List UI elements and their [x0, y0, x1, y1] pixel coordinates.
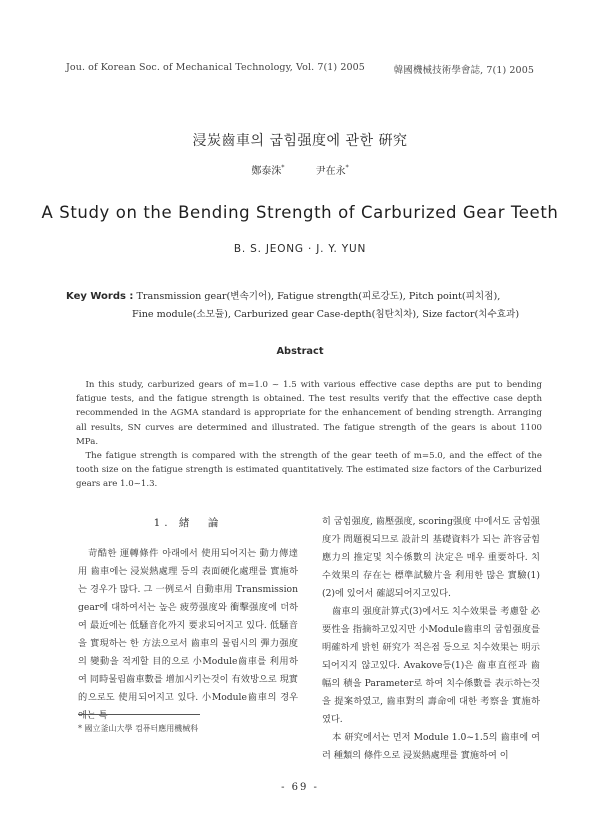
author-1: 鄭泰洙* — [251, 164, 285, 177]
abstract-body — [76, 378, 542, 492]
korean-authors — [0, 162, 600, 177]
english-title: A Study on the Bending Strength of Carburized Gear Teeth — [41, 203, 559, 222]
intro-paragraph-1: 苛酷한 運轉條件 아래에서 使用되어지는 動力傳達用 齒車에는 浸炭熱處理 등의 表面硬化處理를 實施하는 경우가 많다. 그 一例로서 自動車用 Transmission gear에 대하여서는 높은 疲勞强度와 衝擊强度에 더하여 最近에는 低騷音化까지 要求되어지고 있다. 低騷音을 實現하는 한 方法으로서 齒車의 물림시의 彈力强度의 變動을 적게할 目的으로 小Module齒車를 利用하여 同時물림齒車數를 增加시키는것이 有效방으로 現實的으로도 使用되어지고 있다. 小Module齒車의 경우에는 특 — [78, 548, 298, 721]
keywords-line-1 — [66, 288, 546, 306]
right-column — [322, 513, 540, 765]
affiliation-footnote: * 國立釜山大學 컴퓨터應用機械科 — [78, 724, 199, 733]
author-2: 尹在永* — [315, 164, 349, 177]
intro-paragraph-2: 히 굽힘强度, 齒壓强度, scoring强度 中에서도 굽힘强度가 問題視되므로 設計의 基礎資料가 되는 許容굽힘應力의 推定및 치수係數의 決定은 매우 重要하다. 치수效果의 存在는 標準試驗片을 利用한 많은 實驗(1)(2)에 있어서 確認되어지고있다. — [322, 516, 540, 599]
footnote-rule — [78, 714, 200, 715]
keywords-label: Key Words : — [66, 291, 134, 302]
section-heading-introduction: 1. 緖 論 — [153, 517, 223, 529]
journal-header-right: 韓國機械技術學會誌, 7(1) 2005 — [393, 65, 534, 76]
english-authors: B. S. JEONG · J. Y. YUN — [233, 243, 367, 255]
keywords-text-1: Transmission gear(변속기어), Fatigue strength(피로강도), Pitch point(피치점), — [136, 291, 501, 302]
keywords-text-2: Fine module(소모듈), Carburized gear Case-depth(침탄치차), Size factor(치수효과) — [132, 309, 520, 320]
intro-paragraph-4: 本 研究에서는 먼저 Module 1.0~1.5의 齒車에 여러 種類의 條件으로 浸炭熱處理를 實施하여 이 — [322, 732, 540, 761]
left-column — [78, 545, 298, 725]
keywords-block — [66, 288, 546, 324]
abstract-heading: Abstract — [276, 346, 324, 357]
abstract-paragraph-1: In this study, carburized gears of m=1.0 ~ 1.5 with various effective case depths are put to bending fatigue tests, and the fatigue strength is obtained. The test results verify that the effective case depth recommended in the AGMA standard is appropriate for the enhancement of bending strength. Arranging all results, SN curves are determined and illustrated. The fatigue strength of the gears is about 1100 MPa. — [76, 380, 542, 447]
page-number: - 69 - — [281, 782, 319, 793]
korean-title: 浸炭齒車의 굽힘强度에 관한 硏究 — [192, 133, 408, 149]
journal-header-left: Jou. of Korean Soc. of Mechanical Technology, Vol. 7(1) 2005 — [66, 62, 365, 73]
abstract-paragraph-2: The fatigue strength is compared with the strength of the gear teeth of m=5.0, and the effect of the tooth size on the fatigue strength is estimated quantitatively. The estimated size factors of the Carburized gears are 1.0~1.3. — [76, 451, 542, 490]
intro-paragraph-3: 齒車의 强度計算式(3)에서도 치수效果를 考慮할 必要性을 指摘하고있지만 小Module齒車의 굽힘强度를 明確하게 밝힌 研究가 적은점 등으로 치수效果는 明示되어지지 않고있다. Avakove등(1)은 齒車直徑과 齒幅의 積을 Parameter로 하여 치수係數를 表示하는것을 提案하였고, 齒車對의 壽命에 대한 考察을 實施하였다. — [322, 606, 540, 725]
